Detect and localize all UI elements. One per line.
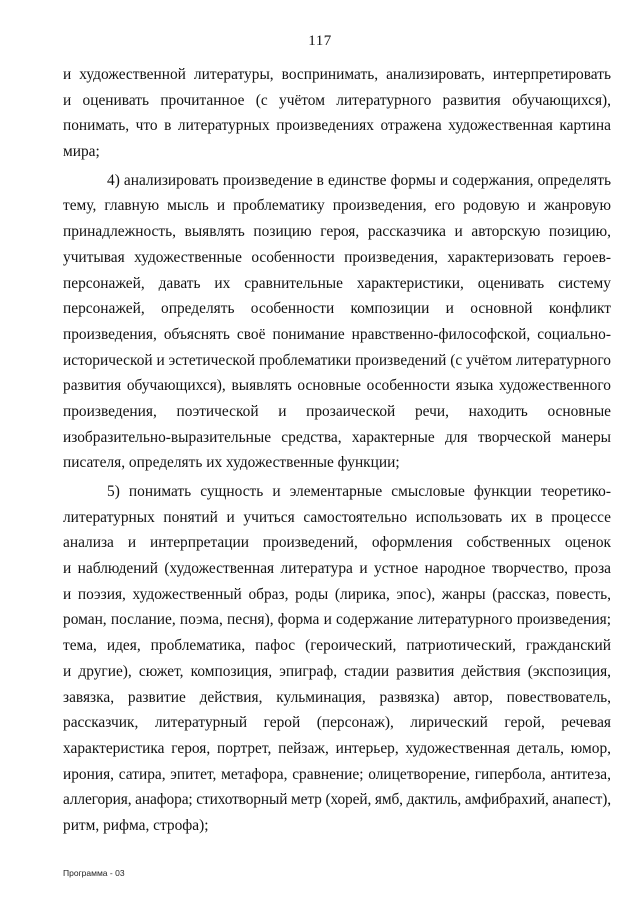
page-number: 117 bbox=[308, 33, 332, 49]
text-line: персонажей, давать их сравнительные характеристики, оценивать систему bbox=[63, 274, 611, 292]
text-line: ритм, рифма, строфа); bbox=[63, 816, 209, 834]
text-line: и художественной литературы, воспринимать, анализировать, интерпретировать bbox=[63, 66, 611, 83]
document-body bbox=[63, 62, 611, 839]
text-line: изобразительно-выразительные средства, характерные для творческой манеры bbox=[63, 428, 611, 446]
text-line: и другие), сюжет, композиция, эпиграф, стадии развития действия (экспозиция, bbox=[63, 662, 611, 680]
text-line: и наблюдений (художественная литература и устное народное творчество, проза bbox=[63, 560, 611, 578]
text-line: литературных понятий и учиться самостоятельно использовать их в процессе bbox=[63, 508, 611, 526]
text-line: учитывая художественные особенности произведения, характеризовать героев- bbox=[63, 248, 611, 266]
text-line: исторической и эстетической проблематики произведений (с учётом литературного bbox=[63, 351, 611, 369]
text-line: принадлежность, выявлять позицию героя, рассказчика и авторскую позицию, bbox=[63, 223, 611, 241]
text-line: и поэзия, художественный образ, роды (лирика, эпос), жанры (рассказ, повесть, bbox=[63, 585, 611, 603]
text-line: завязка, развитие действия, кульминация, развязка) автор, повествователь, bbox=[63, 688, 611, 706]
text-line: персонажей, определять особенности композиции и основной конфликт bbox=[63, 300, 611, 318]
text-line: рассказчик, литературный герой (персонаж), лирический герой, речевая bbox=[63, 714, 611, 732]
text-line: произведения, объяснять своё понимание нравственно-философской, социально- bbox=[63, 325, 611, 343]
text-line: ирония, сатира, эпитет, метафора, сравнение; олицетворение, гипербола, антитеза, bbox=[63, 765, 611, 783]
text-line: роман, послание, поэма, песня), форма и содержание литературного произведения; bbox=[63, 611, 611, 629]
text-line: характеристика героя, портрет, пейзаж, интерьер, художественная деталь, юмор, bbox=[63, 739, 611, 757]
text-line: развития обучающихся), выявлять основные особенности языка художественного bbox=[63, 377, 611, 395]
text-line: и оценивать прочитанное (с учётом литературного развития обучающихся), bbox=[63, 91, 611, 109]
text-line: тема, идея, проблематика, пафос (героический, патриотический, гражданский bbox=[63, 637, 611, 655]
text-line: тему, главную мысль и проблематику произведения, его родовую и жанровую bbox=[63, 197, 611, 215]
paragraph-item-5 bbox=[63, 479, 611, 839]
text-line: писателя, определять их художественные функции; bbox=[63, 454, 400, 472]
footer-label: Программа - 03 bbox=[63, 868, 125, 878]
text-line: аллегория, анафора; стихотворный метр (хорей, ямб, дактиль, амфибрахий, анапест), bbox=[63, 791, 611, 809]
text-line: понимать, что в литературных произведениях отражена художественная картина bbox=[63, 117, 611, 135]
text-line: 5) понимать сущность и элементарные смысловые функции теоретико- bbox=[107, 483, 611, 500]
text-line: произведения, поэтической и прозаической речи, находить основные bbox=[63, 402, 611, 420]
text-line: анализа и интерпретации произведений, оформления собственных оценок bbox=[63, 534, 611, 552]
paragraph-continuation bbox=[63, 62, 611, 165]
text-line: мира; bbox=[63, 143, 100, 161]
text-line: 4) анализировать произведение в единстве формы и содержания, определять bbox=[107, 171, 611, 189]
paragraph-item-4 bbox=[63, 168, 611, 476]
